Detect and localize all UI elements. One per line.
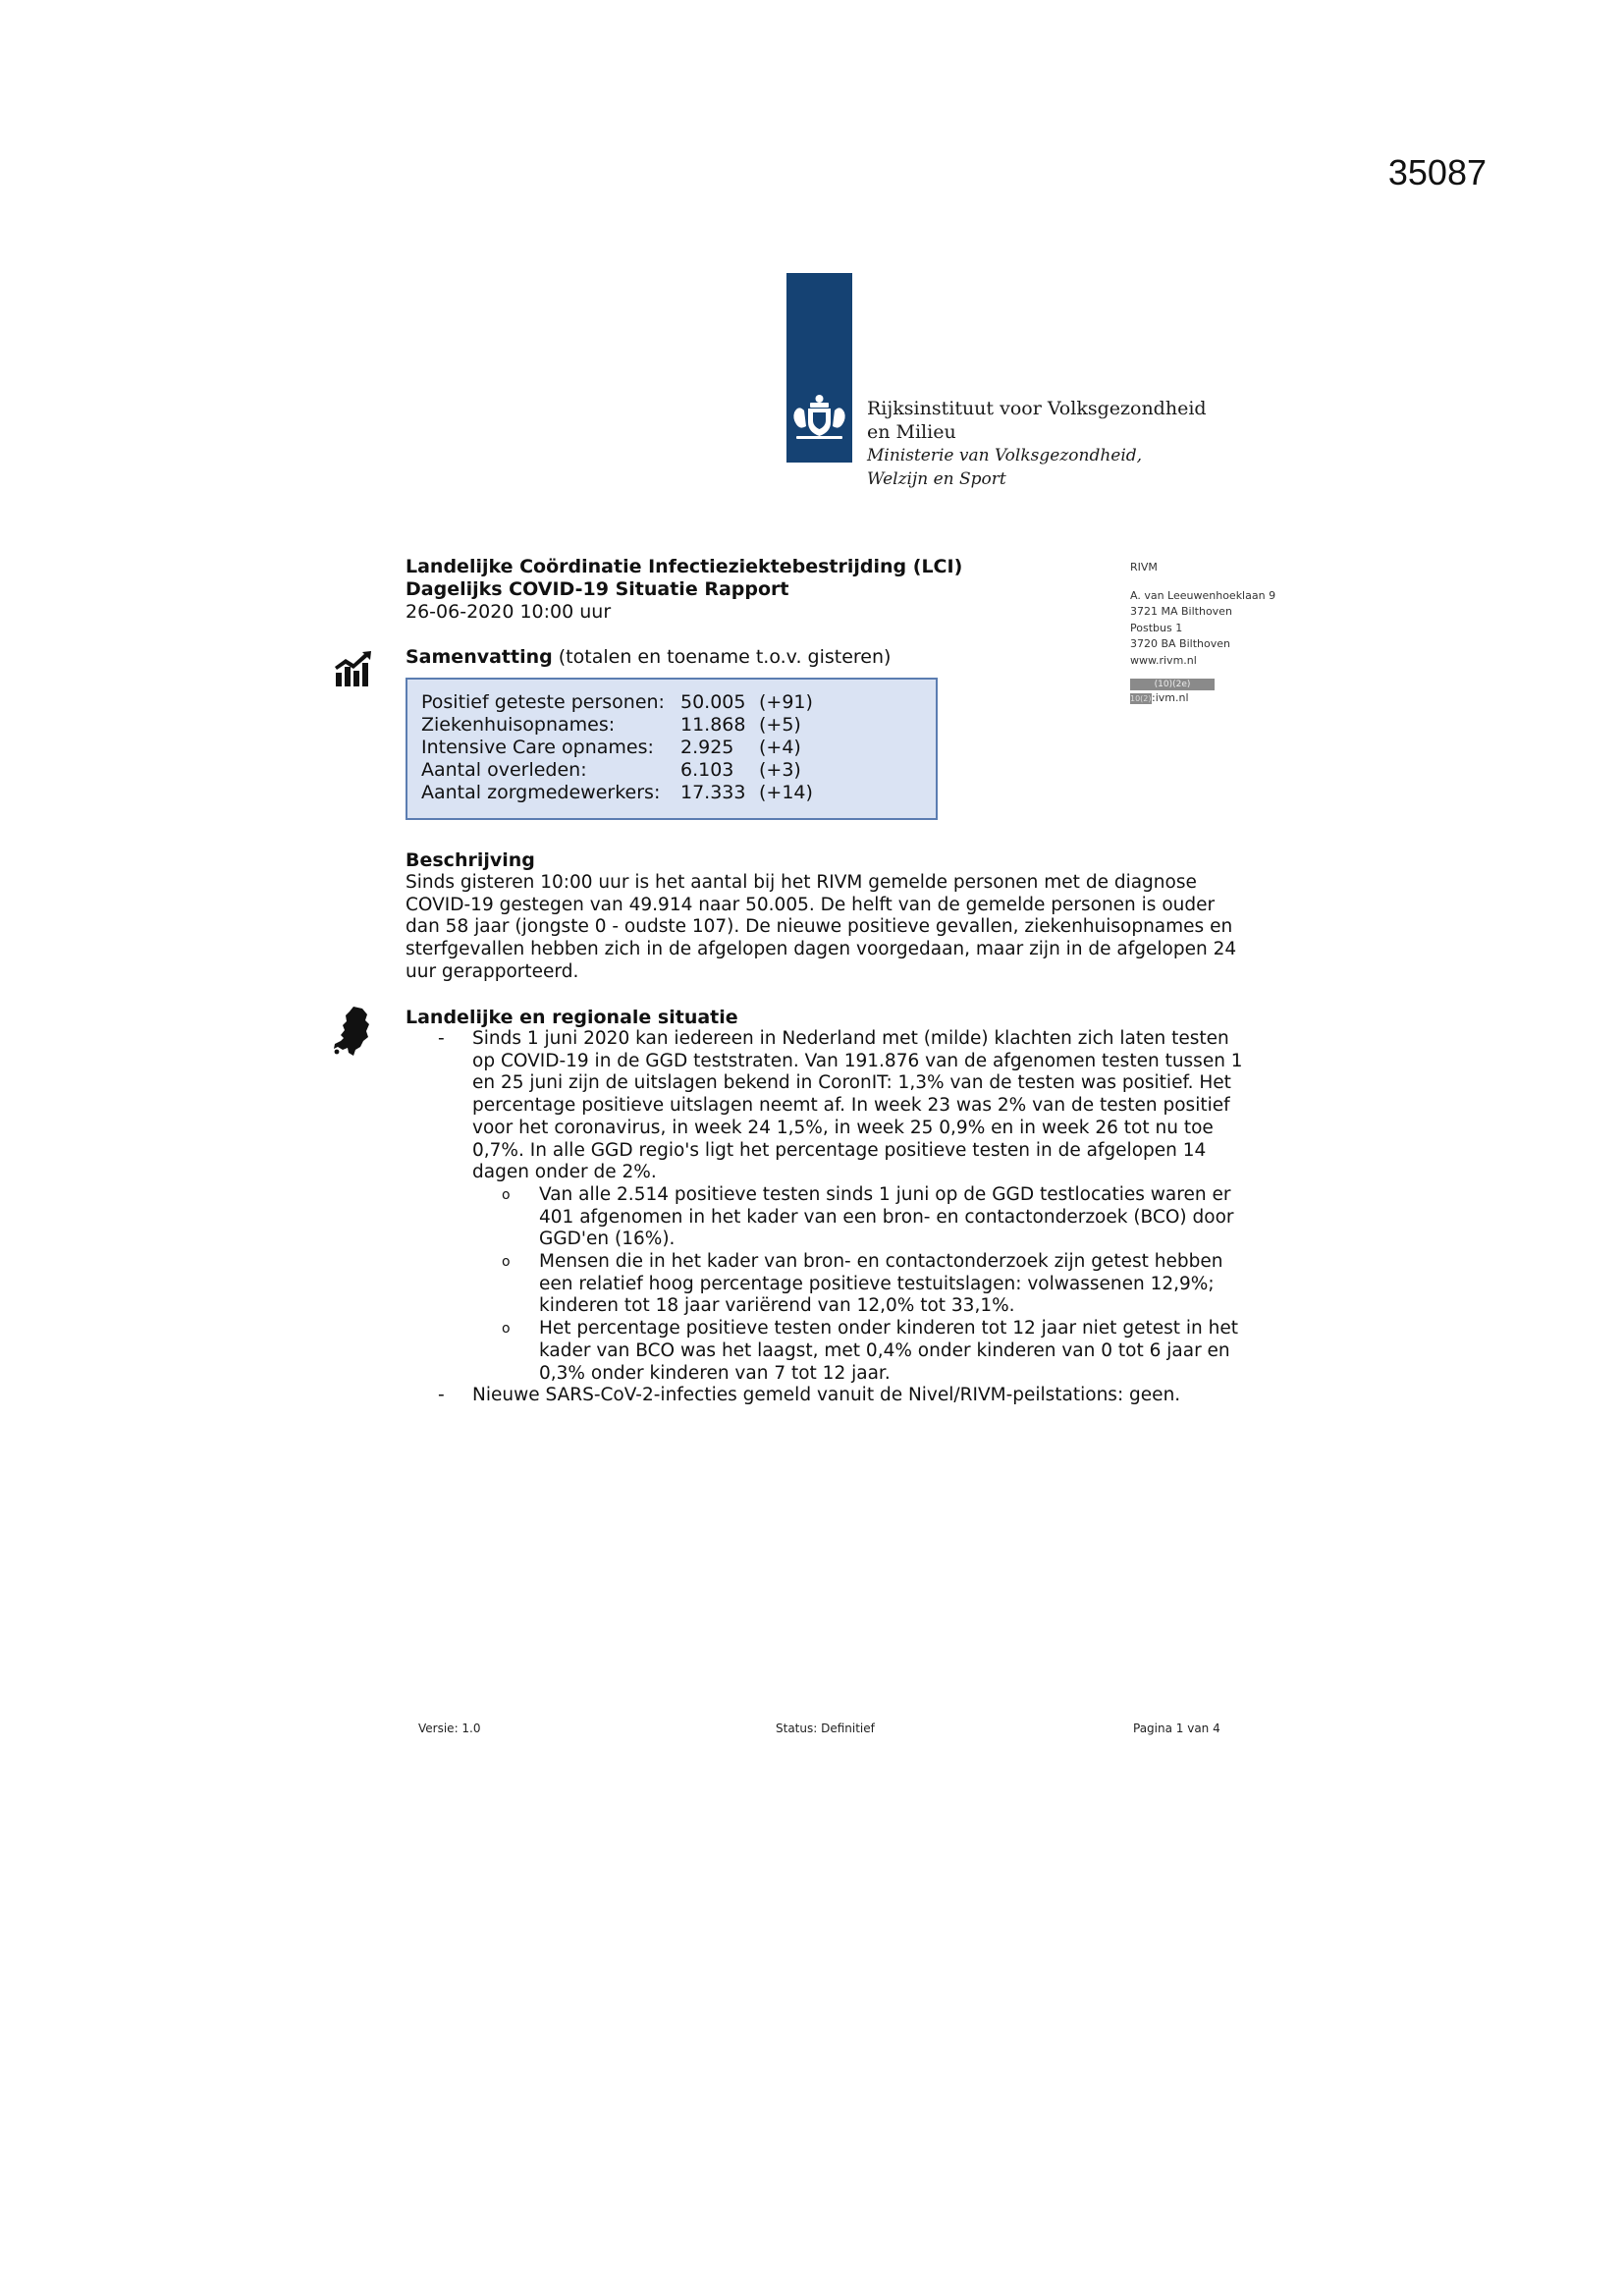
coat-of-arms-emblem [786, 391, 852, 446]
summary-row [421, 782, 936, 804]
dash-bullet: - [438, 1028, 445, 1049]
summary-value: 11.868 [680, 714, 746, 736]
summary-title-bold: Samenvatting [406, 646, 553, 668]
chart-arrow-icon [334, 651, 373, 686]
footer-version: Versie: 1.0 [418, 1722, 481, 1735]
org-name-line-1: Rijksinstituut voor Volksgezondheid [867, 398, 1207, 419]
document-number: 35087 [1387, 152, 1487, 192]
sub-list-item-text: Mensen die in het kader van bron- en contactonderzoek zijn getest hebben een relatief hoog percentage positieve testuitslagen: volwassenen 12,9%; kinderen tot 18 jaar variërend van 12,0% tot 33,1%. [539, 1251, 1223, 1317]
summary-value: 50.005 [680, 691, 746, 713]
description-text: Sinds gisteren 10:00 uur is het aantal bij het RIVM gemelde personen met de diagnose COVID-19 gestegen van 49.914 naar 50.005. De helft van de gemelde personen is ouder dan 58 jaar (jongste 0 - oudste 107). De nieuwe positieve gevallen, ziekenhuisopnames en sterfgevallen hebben zich in de afgelopen dagen voorgedaan, maar zijn in de afgelopen 24 uur gerapporteerd. [406, 872, 1237, 982]
summary-label: Aantal overleden: [421, 759, 587, 781]
regional-heading: Landelijke en regionale situatie [406, 1007, 738, 1028]
address-postcode: 3721 MA Bilthoven [1130, 605, 1232, 618]
ministry-line-1: Ministerie van Volksgezondheid, [867, 446, 1143, 465]
summary-delta: (+4) [759, 737, 801, 758]
summary-label: Positief geteste personen: [421, 691, 665, 713]
summary-title [406, 646, 891, 668]
circle-bullet: o [502, 1254, 511, 1271]
address-postbus: Postbus 1 [1130, 621, 1183, 634]
summary-label: Ziekenhuisopnames: [421, 714, 616, 736]
footer-status: Status: Definitief [776, 1722, 875, 1735]
organisation-name [867, 397, 1207, 491]
summary-row [421, 737, 936, 759]
report-heading-line-2: Dagelijks COVID-19 Situatie Rapport [406, 578, 789, 600]
summary-delta: (+91) [759, 691, 813, 713]
summary-delta: (+14) [759, 782, 813, 803]
summary-title-rest: (totalen en toename t.o.v. gisteren) [552, 646, 892, 668]
report-heading [406, 556, 962, 624]
sub-list-item-text: Van alle 2.514 positieve testen sinds 1 juni op de GGD testlocaties waren er 401 afgenomen in het kader van een bron- en contactonderzoek (BCO) door GGD'en (16%). [539, 1183, 1234, 1250]
summary-value: 17.333 [680, 782, 746, 803]
address-org: RIVM [1130, 561, 1158, 574]
summary-delta: (+5) [759, 714, 801, 736]
report-heading-line-1: Landelijke Coördinatie Infectieziektebestrijding (LCI) [406, 556, 963, 577]
email-suffix: :ivm.nl [1152, 691, 1189, 704]
sub-list-item [406, 1318, 1250, 1385]
dash-bullet: - [438, 1385, 445, 1406]
sub-list-item [406, 1184, 1250, 1251]
netherlands-map-icon [332, 1006, 371, 1057]
list-item [406, 1385, 1250, 1407]
sub-list-item [406, 1251, 1250, 1318]
list-item-text: Sinds 1 juni 2020 kan iedereen in Nederland met (milde) klachten zich laten testen op COVID-19 in de GGD teststraten. Van 191.876 van de afgenomen testen tussen 1 en 25 juni zijn de uitslagen bekend in CoronIT: 1,3% van de testen was positief. Het percentage positieve uitslagen neemt af. In week 23 was 2% van de testen positief voor het coronavirus, in week 24 1,5%, in week 25 0,9% en in week 26 tot nu toe 0,7%. In alle GGD regio's ligt het percentage positieve testen in de afgelopen 14 dagen onder de 2%. [472, 1028, 1243, 1183]
summary-row [421, 691, 936, 714]
report-datetime: 26-06-2020 10:00 uur [406, 601, 612, 623]
address-block [1130, 560, 1275, 707]
address-email [1130, 690, 1275, 707]
redaction-inline: 10(2) [1130, 693, 1152, 703]
org-name-line-2: en Milieu [867, 421, 956, 443]
address-web: www.rivm.nl [1130, 653, 1197, 667]
summary-row [421, 759, 936, 782]
summary-value: 6.103 [680, 759, 734, 781]
address-street: A. van Leeuwenhoeklaan 9 [1130, 588, 1276, 602]
summary-value: 2.925 [680, 737, 734, 758]
summary-table [406, 678, 938, 820]
footer-page-number: Pagina 1 van 4 [1133, 1722, 1220, 1735]
list-item [406, 1028, 1250, 1184]
ministry-line-2: Welzijn en Sport [867, 469, 1006, 489]
summary-delta: (+3) [759, 759, 801, 781]
sub-list-item-text: Het percentage positieve testen onder kinderen tot 12 jaar niet getest in het kader van BCO was het laagst, met 0,4% onder kinderen van 0 tot 6 jaar en 0,3% onder kinderen van 7 tot 12 jaar. [539, 1318, 1238, 1384]
description-heading: Beschrijving [406, 849, 535, 871]
address-postbus-city: 3720 BA Bilthoven [1130, 637, 1230, 650]
circle-bullet: o [502, 1321, 511, 1338]
list-item-text: Nieuwe SARS-CoV-2-infecties gemeld vanuit de Nivel/RIVM-peilstations: geen. [472, 1385, 1181, 1406]
redaction-bar: (10)(2e) [1130, 679, 1215, 690]
summary-row [421, 714, 936, 737]
regional-list [406, 1028, 1250, 1407]
summary-label: Aantal zorgmedewerkers: [421, 782, 661, 803]
summary-label: Intensive Care opnames: [421, 737, 654, 758]
circle-bullet: o [502, 1186, 511, 1203]
